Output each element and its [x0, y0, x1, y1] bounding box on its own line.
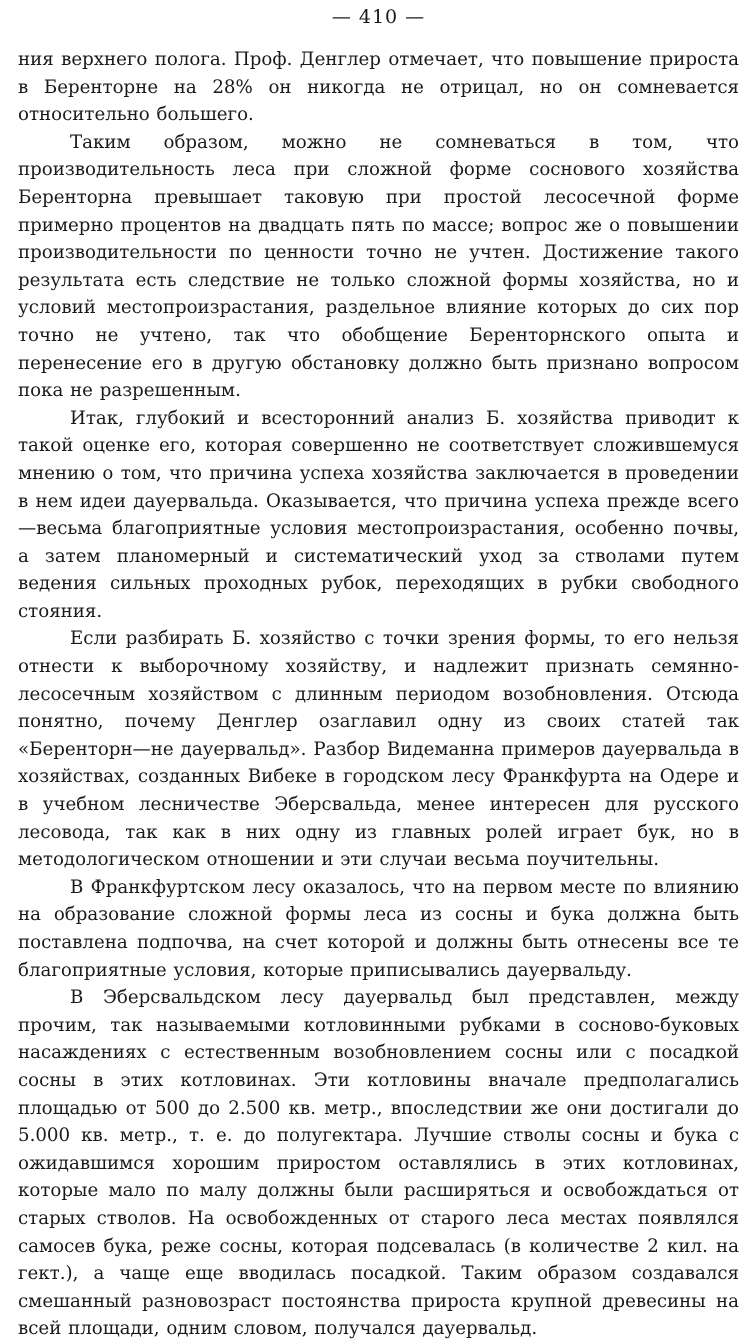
- paragraph-5: В Франкфуртском лесу оказалось, что на первом месте по влиянию на образование сложной формы леса из сосны и бука должна быть поставлена подпочва, на счет которой и должны быть отнесены все те благоприятные условия, которые приписывались дауервальду.: [18, 876, 739, 981]
- page-number: — 410 —: [331, 6, 426, 28]
- paragraph-3: Итак, глубокий и всесторонний анализ Б. хозяйства приводит к такой оценке его, которая совершенно не соответствует сложившемуся мнению о том, что причина успеха хозяйства заключается в проведении в нем идеи дауервальда. Оказывается, что причина успеха прежде всего—весьма благоприятные условия местопроизрастания, особенно почвы, а затем планомерный и систематический уход за стволами путем ведения сильных проходных рубок, переходящих в рубки свободного стояния.: [18, 407, 739, 622]
- paragraph-1: ния верхнего полога. Проф. Денглер отмечает, что повышение прироста в Беренторне на 28% он никогда не отрицал, но он сомневается относительно большего.: [18, 49, 739, 126]
- paragraph-6: В Эберсвальдском лесу дауервальд был представлен, между прочим, так называемыми котловинными рубками в сосново-буковых насаждениях с естественным возобновлением сосны или с посадкой сосны в этих котловинах. Эти котловины вначале предполагались площадью от 500 до 2.500 кв. метр., впоследствии же они достигали до 5.000 кв. метр., т. е. до полугектара. Лучшие стволы сосны и бука с ожидавшимся хорошим приростом оставлялись в этих котловинах, которые мало по малу должны были расширяться и освобождаться от старых стволов. На освобожденных от старого леса местах появлялся самосев бука, реже сосны, которая подсевалась (в количестве 2 кил. на гект.), а чаще еще вводилась посадкой. Таким образом создавался смешанный разновозраст постоянства прироста крупной древесины на всей площади, одним словом, получался дауервальд.: [18, 987, 739, 1340]
- paragraph-2: Таким образом, можно не сомневаться в том, что производительность леса при сложной форме соснового хозяйства Беренторна превышает таковую при простой лесосечной форме примерно процентов на двадцать пять по массе; вопрос же о повышении производительности по ценности точно не учтен. Достижение такого результата есть следствие не только сложной формы хозяйства, но и условий местопроизрастания, раздельное влияние которых до сих пор точно не учтено, так что обобщение Беренторнского опыта и перенесение его в другую обстановку должно быть признано вопросом пока не разрешенным.: [18, 131, 739, 402]
- paragraph-4: Если разбирать Б. хозяйство с точки зрения формы, то его нельзя отнести к выборочному хозяйству, и надлежит признать семянно-лесосечным хозяйством с длинным периодом возобновления. Отсюда понятно, почему Денглер озаглавил одну из своих статей так «Беренторн—не дауервальд». Разбор Видеманна примеров дауервальда в хозяйствах, созданных Вибеке в городском лесу Франкфурта на Одере и в учебном лесничестве Эберсвальда, менее интересен для русского лесовода, так как в них одну из главных ролей играет бук, но в методологическом отношении и эти случаи весьма поучительны.: [18, 628, 739, 871]
